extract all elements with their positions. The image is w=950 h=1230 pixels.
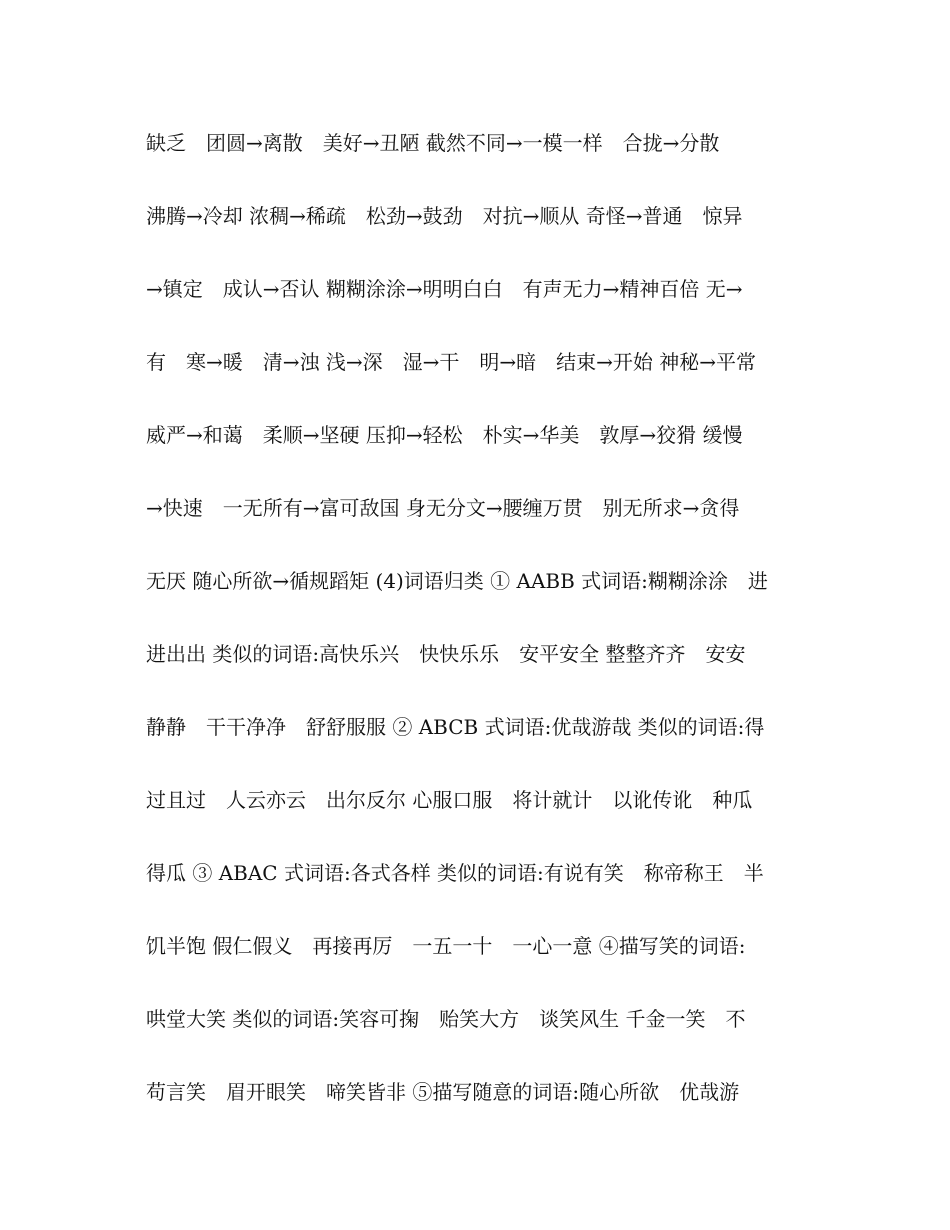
text-line: 静静 干干净净 舒舒服服 ② ABCB 式词语:优哉游哉 类似的词语:得 (146, 715, 765, 739)
text-line: 苟言笑 眉开眼笑 啼笑皆非 ⑤描写随意的词语:随心所欲 优哉游 (146, 1080, 740, 1104)
text-line: 得瓜 ③ ABAC 式词语:各式各样 类似的词语:有说有笑 称帝称王 半 (146, 861, 764, 885)
text-line: 缺乏 团圆→离散 美好→丑陋 截然不同→一模一样 合拢→分散 (146, 131, 720, 155)
text-line: 沸腾→冷却 浓稠→稀疏 松劲→鼓劲 对抗→顺从 奇怪→普通 惊异 (146, 204, 743, 228)
text-line: 哄堂大笑 类似的词语:笑容可掬 贻笑大方 谈笑风生 千金一笑 不 (146, 1007, 746, 1031)
text-line: →快速 一无所有→富可敌国 身无分文→腰缠万贯 别无所求→贪得 (146, 496, 740, 520)
text-line: →镇定 成认→否认 糊糊涂涂→明明白白 有声无力→精神百倍 无→ (146, 277, 743, 301)
document-body (146, 120, 826, 1142)
text-line: 过且过 人云亦云 出尔反尔 心服口服 将计就计 以讹传讹 种瓜 (146, 788, 753, 812)
text-line: 饥半饱 假仁假义 再接再厉 一五一十 一心一意 ④描写笑的词语: (146, 934, 746, 958)
text-line: 进出出 类似的词语:高快乐兴 快快乐乐 安平安全 整整齐齐 安安 (146, 642, 746, 666)
text-line: 威严→和蔼 柔顺→坚硬 压抑→轻松 朴实→华美 敦厚→狡猾 缓慢 (146, 423, 743, 447)
text-line: 有 寒→暖 清→浊 浅→深 湿→干 明→暗 结束→开始 神秘→平常 (146, 350, 757, 374)
text-line: 无厌 随心所欲→循规蹈矩 (4)词语归类 ① AABB 式词语:糊糊涂涂 进 (146, 569, 768, 593)
